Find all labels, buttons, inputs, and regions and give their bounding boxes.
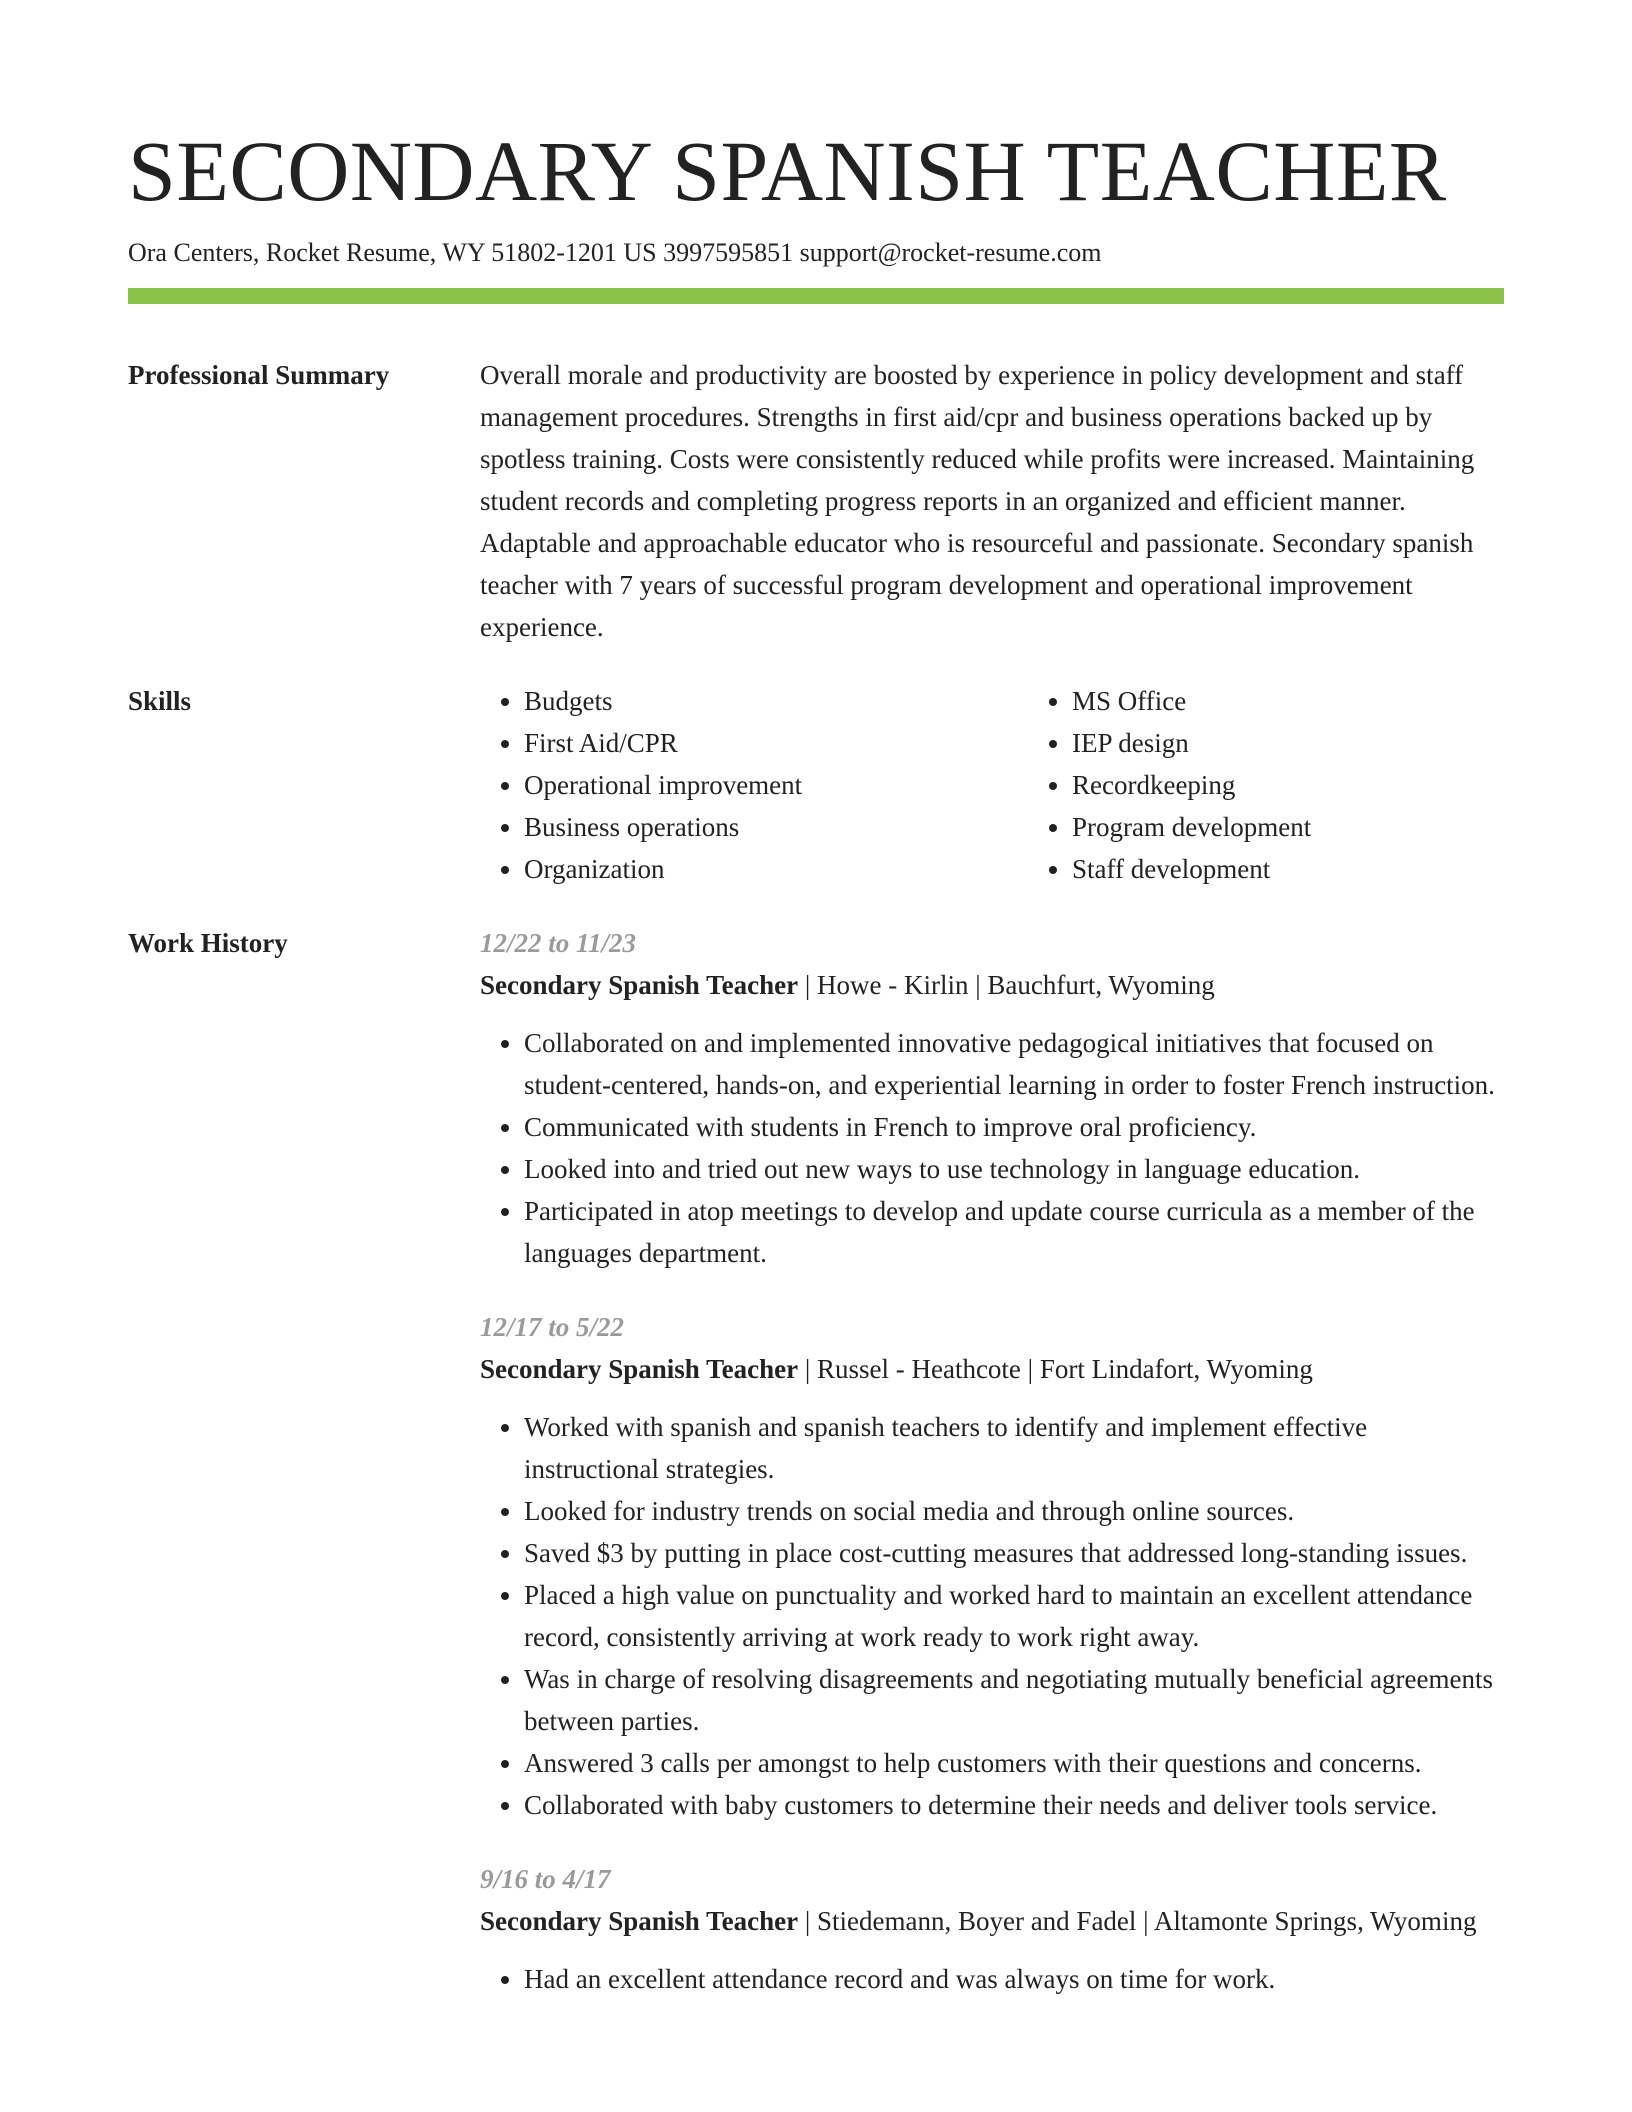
job-bullets <box>480 1406 1504 1826</box>
work-history-section <box>128 890 1504 2000</box>
skills-list-right <box>1028 680 1576 890</box>
work-history-label: Work History <box>128 928 288 958</box>
summary-text: Overall morale and productivity are boosted by experience in policy development and staff management procedures. Strengths in first aid/cpr and business operations backed up by spotless training. Costs were consistently reduced while profits were increased. Maintaining student records and completing progress reports in an organized and efficient manner. Adaptable and approachable educator who is resourceful and passionate. Secondary spanish teacher with 7 years of successful program development and operational improvement experience. <box>480 360 1475 642</box>
job-bullet: • Communicated with students in French to improve oral proficiency. <box>524 1106 1504 1148</box>
resume-title: SECONDARY SPANISH TEACHER <box>128 123 1447 219</box>
job-bullet: • Placed a high value on punctuality and worked hard to maintain an excellent attendance record, consistently arriving at work ready to work right away. <box>524 1574 1504 1658</box>
job-bullet: • Had an excellent attendance record and was always on time for work. <box>524 1958 1504 2000</box>
job-date: 9/16 to 4/17 <box>480 1864 611 1894</box>
job-bullet: • Answered 3 calls per amongst to help customers with their questions and concerns. <box>524 1742 1504 1784</box>
job-employer-location: | Russel - Heathcote | Fort Lindafort, Wyoming <box>798 1354 1313 1384</box>
job-bullet: • Worked with spanish and spanish teachers to identify and implement effective instructional strategies. <box>524 1406 1504 1490</box>
job-date: 12/22 to 11/23 <box>480 928 637 958</box>
skills-label: Skills <box>128 686 192 716</box>
job-bullet: • Collaborated with baby customers to determine their needs and deliver tools service. <box>524 1784 1504 1826</box>
job-employer-location: | Stiedemann, Boyer and Fadel | Altamonte Springs, Wyoming <box>798 1906 1477 1936</box>
job-heading <box>480 964 1504 1006</box>
job-bullets <box>480 1022 1504 1274</box>
work-history-body <box>480 922 1504 2000</box>
summary-label: Professional Summary <box>128 360 390 390</box>
job-title: Secondary Spanish Teacher <box>480 970 799 1000</box>
contact-line: Ora Centers, Rocket Resume, WY 51802-1201 US 3997595851 support@rocket-resume.com <box>128 238 1102 267</box>
job-bullet: • Participated in atop meetings to develop and update course curricula as a member of the languages department. <box>524 1190 1504 1274</box>
job-bullet: • Looked for industry trends on social media and through online sources. <box>524 1490 1504 1532</box>
job-employer-location: | Howe - Kirlin | Bauchfurt, Wyoming <box>798 970 1215 1000</box>
skill-item: • MS Office <box>1072 680 1576 722</box>
skill-item: • Recordkeeping <box>1072 764 1576 806</box>
job-heading <box>480 1900 1504 1942</box>
skill-item: • Business operations <box>524 806 1028 848</box>
job-entry <box>480 922 1504 1274</box>
job-entry <box>480 1306 1504 1826</box>
skill-item: • Budgets <box>524 680 1028 722</box>
job-title: Secondary Spanish Teacher <box>480 1906 799 1936</box>
job-bullet: • Looked into and tried out new ways to use technology in language education. <box>524 1148 1504 1190</box>
skills-columns <box>480 680 1576 890</box>
header-divider <box>128 288 1504 304</box>
resume-page <box>128 118 1504 2000</box>
job-date: 12/17 to 5/22 <box>480 1312 625 1342</box>
skills-list-left <box>480 680 1028 890</box>
summary-section <box>128 304 1504 648</box>
skill-item: • Operational improvement <box>524 764 1028 806</box>
skill-item: • IEP design <box>1072 722 1576 764</box>
skills-section <box>128 648 1504 890</box>
job-heading <box>480 1348 1504 1390</box>
job-bullet: • Collaborated on and implemented innovative pedagogical initiatives that focused on student-centered, hands-on, and experiential learning in order to foster French instruction. <box>524 1022 1504 1106</box>
job-bullet: • Saved $3 by putting in place cost-cutting measures that addressed long-standing issues. <box>524 1532 1504 1574</box>
skill-item: • Organization <box>524 848 1028 890</box>
job-entry <box>480 1858 1504 2000</box>
skill-item: • First Aid/CPR <box>524 722 1028 764</box>
job-bullets <box>480 1958 1504 2000</box>
skill-item: • Staff development <box>1072 848 1576 890</box>
job-bullet: • Was in charge of resolving disagreements and negotiating mutually beneficial agreements between parties. <box>524 1658 1504 1742</box>
job-title: Secondary Spanish Teacher <box>480 1354 799 1384</box>
skill-item: • Program development <box>1072 806 1576 848</box>
